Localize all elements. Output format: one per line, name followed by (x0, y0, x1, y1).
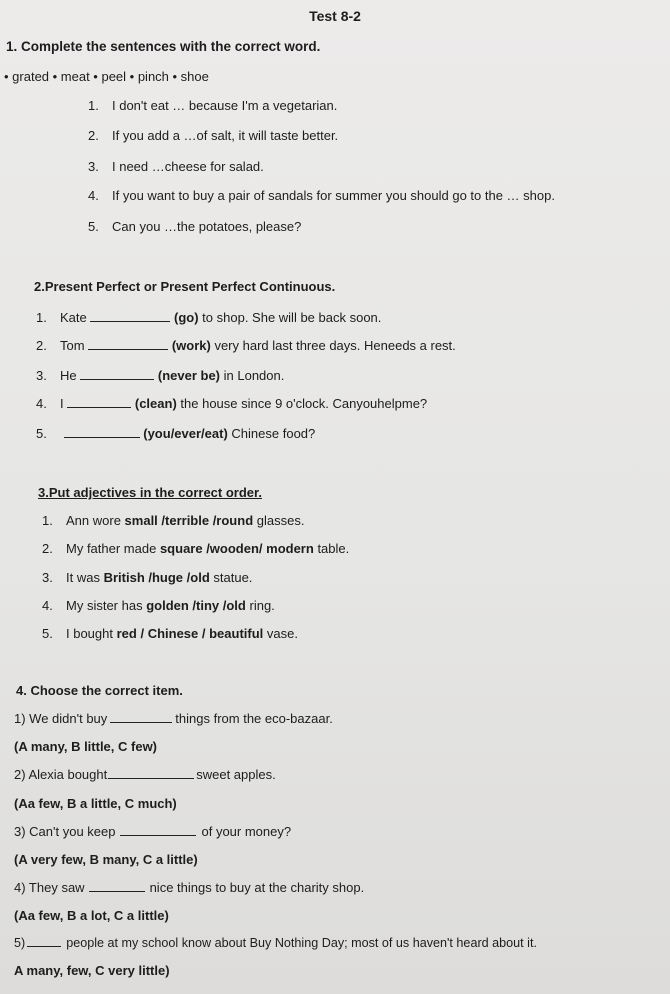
s4-options-5: A many, few, C very little) (14, 963, 170, 978)
s4-question-pre: 3) Can't you keep (14, 824, 116, 839)
s4-options-4: (Aa few, B a lot, C a little) (14, 908, 169, 923)
section4-heading: 4. Choose the correct item. (16, 683, 183, 698)
answer-blank[interactable] (27, 935, 61, 947)
s3-pre: I bought (66, 626, 113, 641)
s1-item-5 (88, 219, 301, 235)
s4-question-post: nice things to buy at the charity shop. (149, 880, 365, 895)
s3-adjectives: British /huge /old (103, 570, 210, 585)
section1-heading: 1. Complete the sentences with the correct word. (6, 39, 321, 54)
s1-item-num: 3. (88, 159, 99, 174)
s4-question-post: people at my school know about Buy Nothing Day; most of us haven't heard about it. (66, 936, 537, 950)
answer-blank[interactable] (110, 711, 172, 723)
s3-item-num: 2. (42, 541, 53, 556)
s2-rest: in London. (223, 368, 285, 383)
s3-post: vase. (266, 626, 298, 641)
s3-pre: Ann wore (66, 513, 121, 528)
s3-item-num: 4. (42, 598, 53, 613)
s1-item-num: 5. (88, 219, 99, 234)
s3-item-2 (42, 541, 349, 557)
s2-item-5 (36, 426, 315, 442)
s3-adjectives: small /terrible /round (124, 513, 254, 528)
answer-blank[interactable] (88, 338, 168, 350)
s2-verb: (never be) (157, 368, 221, 383)
s3-item-3 (42, 570, 252, 586)
s3-item-4 (42, 598, 275, 614)
s4-question-pre: 4) They saw (14, 880, 85, 895)
s3-adjectives: square /wooden/ modern (159, 541, 314, 556)
s3-item-1 (42, 513, 304, 529)
s2-verb: (you/ever/eat) (143, 426, 228, 441)
s1-item-text: If you want to buy a pair of sandals for summer you should go to the … shop. (112, 188, 555, 203)
s2-item-2 (36, 338, 456, 354)
s3-item-num: 5. (42, 626, 53, 641)
s1-item-text: Can you …the potatoes, please? (112, 219, 302, 234)
s1-item-text: I don't eat … because I'm a vegetarian. (112, 98, 338, 113)
answer-blank[interactable] (120, 824, 196, 836)
answer-blank[interactable] (64, 426, 140, 438)
s1-item-num: 4. (88, 188, 99, 203)
answer-blank[interactable] (80, 368, 154, 380)
s2-rest: Chinese food? (231, 426, 316, 441)
s3-post: glasses. (256, 513, 305, 528)
s4-question-2 (14, 767, 276, 783)
s4-question-post: things from the eco-bazaar. (175, 711, 333, 726)
s2-rest: the house since 9 o'clock. Canyouhelpme? (180, 396, 428, 411)
s3-pre: My sister has (66, 598, 143, 613)
s2-verb: (work) (171, 338, 211, 353)
s4-question-pre: 5) (14, 936, 26, 950)
s3-item-5 (42, 626, 298, 642)
s3-adjectives: golden /tiny /old (146, 598, 246, 613)
section3-heading: 3.Put adjectives in the correct order. (38, 485, 262, 500)
s4-question-1 (14, 711, 333, 727)
answer-blank[interactable] (67, 396, 131, 408)
s4-options-2: (Aa few, B a little, C much) (14, 796, 177, 811)
s2-subject: Kate (60, 310, 87, 325)
s1-item-4 (88, 188, 555, 204)
s2-rest: very hard last three days. Heneeds a rest. (214, 338, 456, 353)
s1-item-text: I need …cheese for salad. (112, 159, 264, 174)
s4-question-post: sweet apples. (196, 767, 276, 782)
s3-post: table. (317, 541, 350, 556)
s1-item-num: 1. (88, 98, 99, 113)
s3-post: statue. (213, 570, 253, 585)
s4-question-3 (14, 824, 291, 840)
s3-item-num: 3. (42, 570, 53, 585)
s2-rest: to shop. She will be back soon. (202, 310, 382, 325)
answer-blank[interactable] (89, 880, 145, 892)
answer-blank[interactable] (108, 767, 194, 779)
s4-question-pre: 2) Alexia bought (14, 767, 108, 782)
s3-pre: It was (66, 570, 100, 585)
section2-heading: 2.Present Perfect or Present Perfect Continuous. (34, 279, 336, 294)
s4-question-4 (14, 880, 364, 896)
s2-item-num: 5. (36, 426, 47, 441)
s3-adjectives: red / Chinese / beautiful (116, 626, 264, 641)
s1-item-1 (88, 98, 337, 114)
s4-options-1: (A many, B little, C few) (14, 739, 158, 754)
s2-item-1 (36, 310, 381, 326)
s4-options-3: (A very few, B many, C a little) (14, 852, 198, 867)
s2-verb: (go) (174, 310, 199, 325)
s2-item-num: 3. (36, 368, 47, 383)
s4-question-pre: 1) We didn't buy (14, 711, 108, 726)
s1-item-3 (88, 159, 264, 175)
s2-subject: He (60, 368, 77, 383)
word-bank: • grated • meat • peel • pinch • shoe (4, 69, 209, 84)
s2-item-num: 1. (36, 310, 47, 325)
s2-verb: (clean) (134, 396, 177, 411)
answer-blank[interactable] (90, 310, 170, 322)
s1-item-text: If you add a …of salt, it will taste better. (112, 128, 339, 143)
s2-item-3 (36, 368, 284, 384)
s2-item-num: 4. (36, 396, 47, 411)
page-title: Test 8-2 (309, 8, 361, 24)
s2-item-num: 2. (36, 338, 47, 353)
s3-pre: My father made (66, 541, 157, 556)
s1-item-2 (88, 128, 338, 144)
s2-subject: Tom (60, 338, 85, 353)
s4-question-5 (14, 935, 537, 951)
s3-post: ring. (249, 598, 275, 613)
s2-subject: I (60, 396, 64, 411)
s3-item-num: 1. (42, 513, 53, 528)
s1-item-num: 2. (88, 128, 99, 143)
s2-item-4 (36, 396, 427, 412)
s4-question-post: of your money? (201, 824, 292, 839)
